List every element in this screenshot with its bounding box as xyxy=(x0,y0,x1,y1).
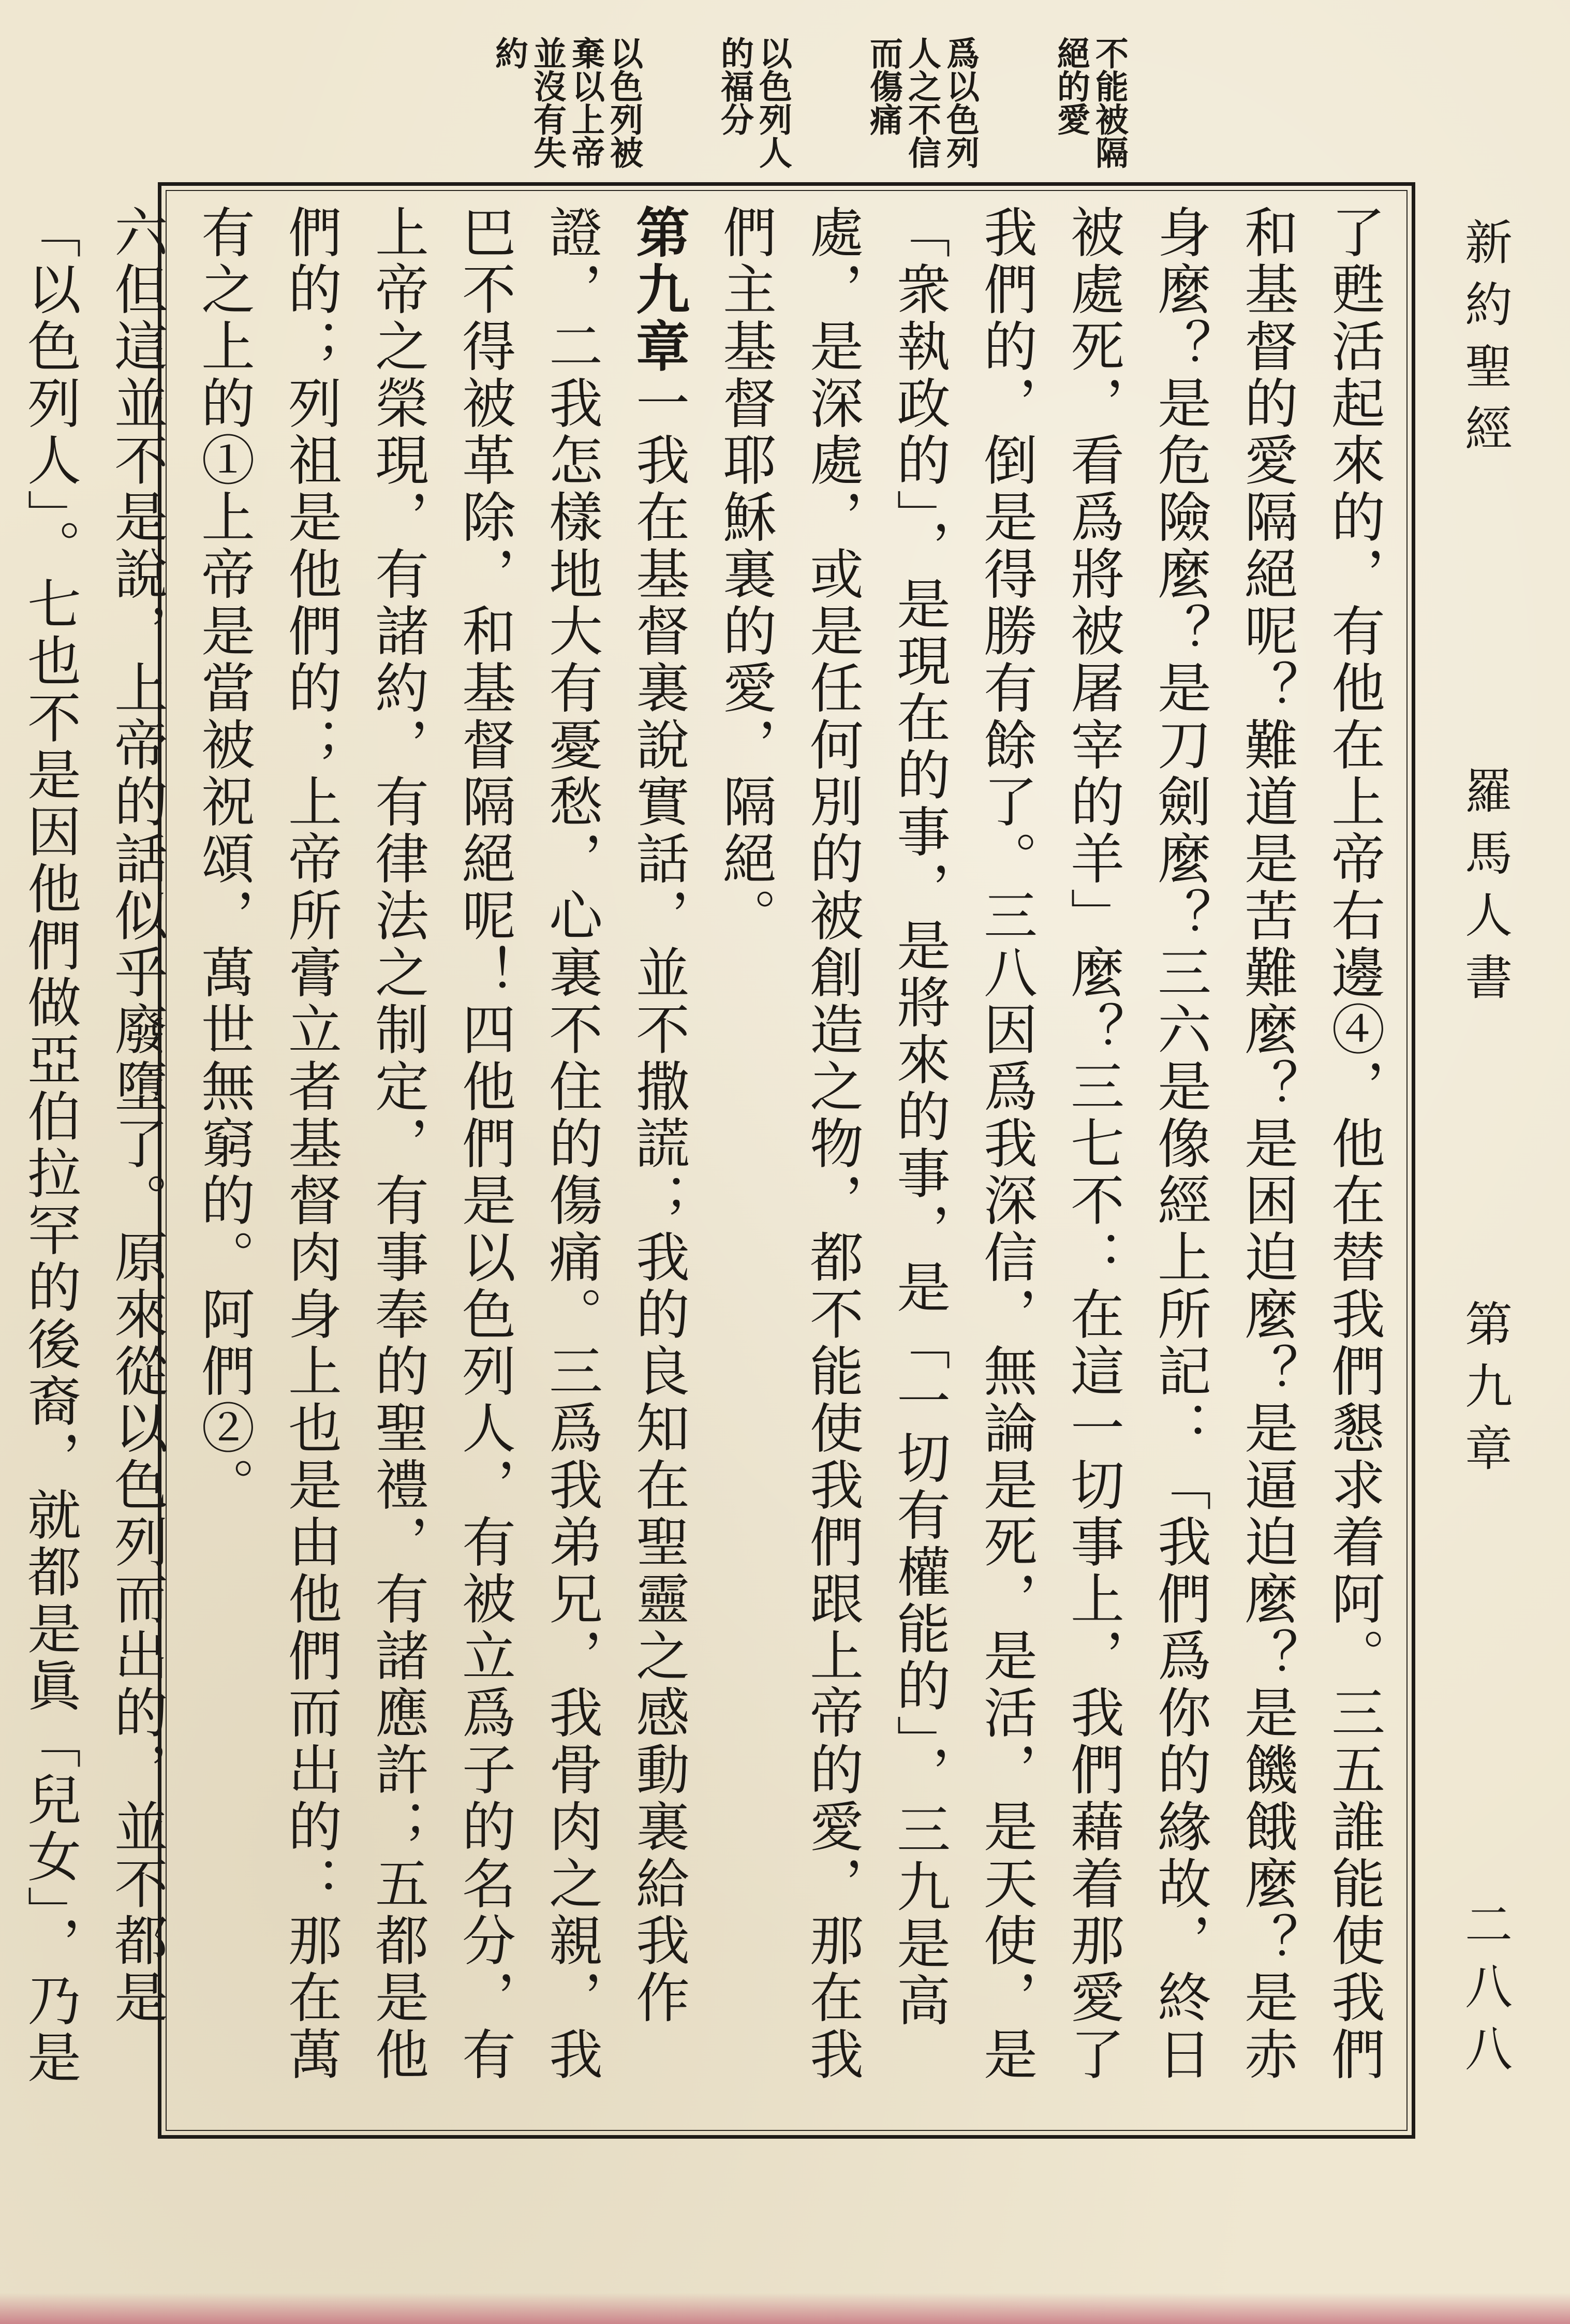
margin-note-grief-for-israel: 爲以色列 人之不信 而傷痛 xyxy=(864,36,980,169)
margin-notes xyxy=(435,36,1128,181)
page-edge-bleed xyxy=(0,2293,1570,2324)
margin-note-inseparable-love: 不能被隔 絕的愛 xyxy=(1051,36,1129,169)
running-head-book: 羅馬人書 xyxy=(1457,766,1513,1014)
chapter-8-text: 了甦活起來的，有他在上帝右邊④，他在替我們懇求着阿。三五誰能使我們和基督的愛隔絕呢？難道是苦難麼？是困迫麼？是逼迫麼？是饑餓麼？是赤身麼？是危險麼？是刀劍麼？三六是像經上所記：「我們爲你的緣故，終日被處死，看爲將被屠宰的羊」麼？三七不：在這一切事上，我們藉着那愛了我們的，倒是得勝有餘了。三八因爲我深信，無論是死，是活，是天使，是「衆執政的」，是現在的事，是將來的事，是「一切有權能的」，三九是高處，是深處，或是任何別的被創造之物，都不能使我們跟上帝的愛，那在我們主基督耶穌裏的愛，隔絕。 xyxy=(714,204,1385,2083)
running-head-chapter: 第九章 xyxy=(1457,1299,1513,1485)
margin-note-god-not-failed: 以色列被 棄以上帝 並沒有失約 xyxy=(490,36,643,169)
chapter-9-opening xyxy=(180,204,702,2125)
chapter-8-ending xyxy=(702,204,1397,2125)
running-head-title: 新約聖經 xyxy=(1457,217,1513,466)
scripture-body xyxy=(18,204,1397,2125)
page-number: 二八八 xyxy=(1457,1900,1513,2086)
margin-note-blessings-of-israel: 以色列人 的福分 xyxy=(715,36,792,169)
chapter-9-text-part-1: 一我在基督裏說實話，並不撒謊；我的良知在聖靈之感動裏給我作證，二我怎樣地大有憂愁，心裏不住的傷痛。三爲我弟兄，我骨肉之親，我巴不得被革除，和基督隔絕呢！四他們是以色列人，有被立爲子的名分，有上帝之榮現，有諸約，有律法之制定，有事奉的聖禮，有諸應許；五都是他們的；列祖是他們的；上帝所膏立者基督肉身上也是由他們而出的：那在萬有之上的①上帝是當被祝頌，萬世無窮的。阿們②。 xyxy=(192,204,690,2083)
chapter-heading: 第九章 xyxy=(627,204,690,375)
chapter-9-continued xyxy=(0,204,180,2125)
chapter-9-text-part-2: 六但這並不是說，上帝的話似乎廢墮了。原來從以色列而出的，並不都是「以色列人」。七也不是因他們做亞伯拉罕的後裔，就都是眞「兒女」，乃是 xyxy=(18,204,168,2086)
running-head xyxy=(1426,217,1519,2132)
